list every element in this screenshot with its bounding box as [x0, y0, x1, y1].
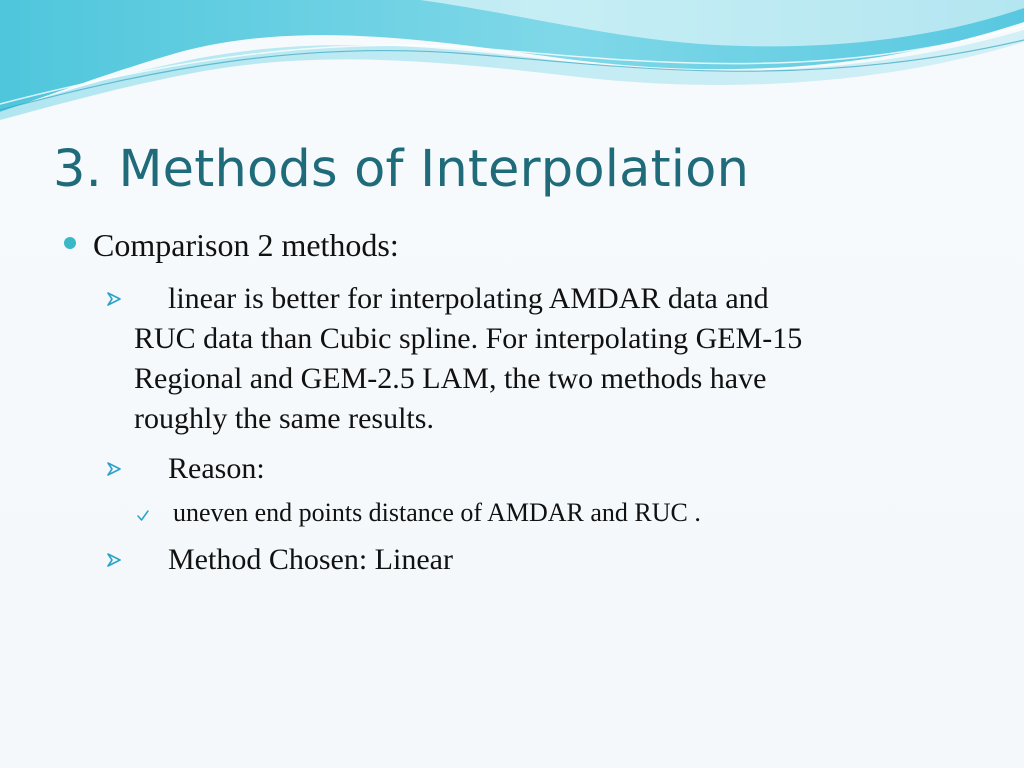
subbullet-text: Reason: [168, 452, 265, 485]
subbullet-line: RUC data than Cubic spline. For interpolating GEM-15 [134, 322, 803, 355]
subbullet-line: linear is better for interpolating AMDAR data and [168, 282, 769, 315]
filled-circle-bullet-icon [64, 237, 76, 249]
arrowhead-bullet-icon [107, 292, 121, 306]
subbullet-line: roughly the same results. [134, 402, 434, 435]
arrowhead-bullet-icon [107, 553, 121, 567]
reason-text: uneven end points distance of AMDAR and RUC . [173, 498, 701, 527]
checkmark-bullet-icon [136, 509, 150, 523]
arrowhead-bullet-icon [107, 462, 121, 476]
subbullet-text: Method Chosen: Linear [168, 543, 453, 576]
slide-title: 3. Methods of Interpolation [53, 140, 750, 199]
subbullet-line: Regional and GEM-2.5 LAM, the two methods have [134, 362, 767, 395]
bullet-text: Comparison 2 methods: [93, 227, 399, 263]
